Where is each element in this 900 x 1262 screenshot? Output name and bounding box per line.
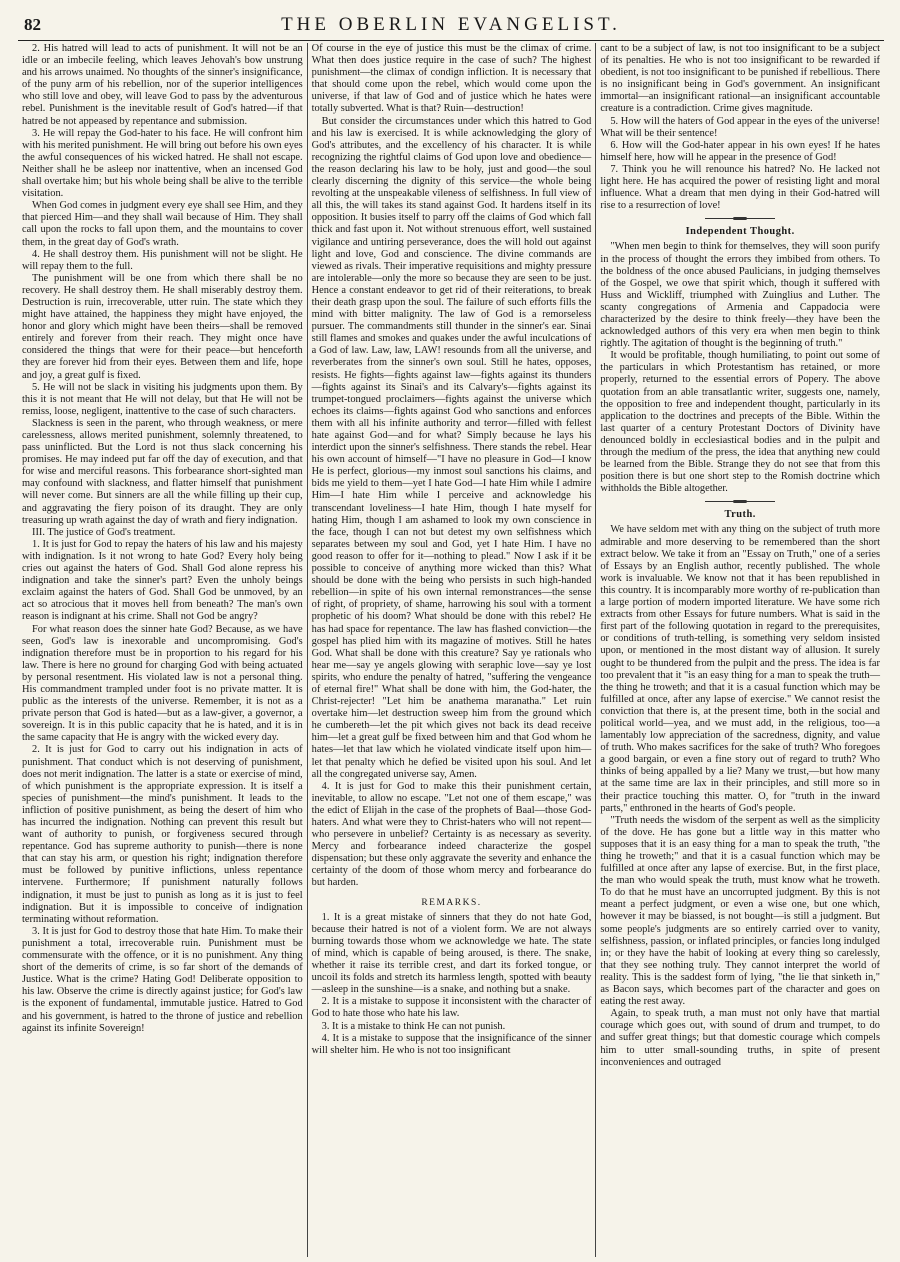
page-header	[18, 6, 884, 36]
paragraph: "Truth needs the wisdom of the serpent as well as the simplicity of the dove. He has gone but a little way in this matter who supposes that it is an easy thing for a man to speak the truth, "the thing he troweth;" and that it is a casual function which may be fulfilled at once after any lapse of exercise. But, in the first place, the man who would speak the truth, must know what he troweth. To do that he must have an uncorrupted judgment. By this is not meant a perfect judgment, or even a wise one, but one which, however it may be biassed, is not bought—is still a judgment. But some people's judgments are so entirely carried over to vanity, selfishness, passion, or inflated principles, or fancies long indulged in; or they have the habit of looking at every thing so carelessly, that they see nothing truly. They cannot interpret the world of reality. This is the saddest form of lying, "the lie that sinketh in," as Bacon says, which becomes part of the character and goes on eating the rest away.	[600, 814, 880, 1008]
remarks-heading: REMARKS.	[421, 897, 482, 908]
section-heading: III. The justice of God's treatment.	[32, 526, 176, 538]
remark: 4. It is a mistake to suppose that the insignificance of the sinner will shelter him. He who is not too insignificant	[311, 1032, 592, 1056]
column-3	[595, 43, 884, 1257]
remark: 1. It is a great mistake of sinners that they do not hate God, because their hatred is not of a violent form. We are not always burning towards those whom we acknowledge we hate. The state of mind, which is capable of being aroused, is there. The snake, whether it raise its terrible crest, and dart its forked tongue, or uncoil its folds and stretch its harmless length, spotted with beauty—asleep in the sunshine—is a snake, and nothing but a snake.	[311, 911, 592, 996]
paragraph: 3. It is just for God to destroy those that hate Him. To make their punishment a total, irrecoverable ruin. Punishment must be commensurate with the offence, or it is no punishment. Any thing short of the demerits of crime, is so far short of the demands of Justice. What is the crime? Hating God! Deliberate opposition to his law. Observe the crime is directly against justice; for God's law is the exponent of fundamental, immutable justice. Hatred to God and his government, is hatred to the throne of justice and rebellion against its infinite Sovereign!	[22, 925, 303, 1034]
column-1	[18, 43, 307, 1257]
paragraph: 6. How will the God-hater appear in his own eyes! If he hates himself here, how will he appear in the presence of God!	[600, 139, 880, 163]
article-title-independent-thought: Independent Thought.	[685, 226, 795, 238]
paragraph: 1. It is just for God to repay the haters of his law and his majesty with indignation. Is it not wrong to hate God? Every holy being cries out against the haters of God. Shall God alone repress his indignation and take the sinner's part? Even the unholy beings exclaim against the haters of God. Shall God be unmoved, by an act so atrocious that it moves hell from beneath? The man's own reason is indignant at his crime. Shall not God be angry?	[22, 538, 303, 623]
paragraph: It would be profitable, though humiliating, to point out some of the particulars in which Protestantism has retained, or more properly, returned to the essential errors of Popery. The above quotation from an able transatlantic writer, suggests one, namely, the opposition to free and independent thought, particularly in its application to the doctrines and precepts of the Bible. Within the last quarter of a century Protestant Doctors of Divinity have denounced boldly in ecclesiastical bodies and in the pulpit and through the medium of the press, the idea that anything new could be learned from the Bible. Strange they do not see that from this position there is but one short step to the Romish doctrine which withholds the Bible altogether.	[600, 350, 880, 495]
paragraph: 4. It is just for God to make this their punishment certain, inevitable, to allow no escape. "Let not one of them escape," was the edict of Elijah in the case of the prophets of Baal—those God-haters. And what were they to Christ-haters who will not repent—who persevere in unbelief? Certainty is as necessary as severity. Mercy and forbearance indeed characterize the gospel dispensation; but these only aggravate the severity and enhance the certainty of the doom of those whom mercy and forbearance do but harden.	[311, 780, 592, 889]
paragraph: Slackness is seen in the parent, who through weakness, or mere carelessness, allows merited punishment, solemnly threatened, to pass uninflicted. But the Lord is not thus slack concerning his promises. He may indeed put far off the day of execution, and that for wise and merciful reasons. This forbearance short-sighted man may confound with slackness, and flatter himself that punishment will never come. But sinners are all the while filling up their cup, and aggravating the fiery poison of its draught. They are only treasuring up wrath against the day of wrath and fiery indignation.	[22, 417, 303, 526]
paragraph: 2. It is just for God to carry out his indignation in acts of punishment. That conduct which is not deserving of punishment, does not merit indignation. The latter is a state or exercise of mind, of which punishment is the appropriate expression. It is itself a species of punishment—the mind's punishment. It leads to the infliction of positive punishment, as being the desert of him who has incurred the indignation. Nothing can prevent this result but want of authority to punish, or forgiveness secured through repentance. God has supreme authority to punish—there is none that can stay his arm, or question his right; indignation therefore must be followed by punitive inflictions, unless repentance intervene. Furthermore; If punishment naturally follows indignation, it must be just to punish as long as it is just to feel indignation. But it is impossible to conceive of indignation terminating without reformation.	[22, 744, 303, 925]
paragraph: We have seldom met with any thing on the subject of truth more admirable and more deserving to be remembered than the short extract below. We take it from an "Essay on Truth," one of a series of Essays by an English author, recently published. The whole work is invaluable. We know not that it has been republished in this country. It is incomparably more worthy of re-publication than a large portion of modern imported literature. We have some rich extracts from other Essays for future numbers. What is said in the first part of the following quotation in regard to the prerequisites, or conditions of truth-telling, is something very seldom insisted upon, or mentioned in the most distant way of allusion. It surely ought to be thundered from the pulpit and the press. The idea is far too prevalent that it "is an easy thing for a man to speak the truth—the thing he troweth; and that it is a casual function which may be fulfilled at once, after any lapse of exercise." We cannot resist the conviction that there is, at the present time, both in the social and political world—yea, and we must add, in the religious, too—a lamentably low appreciation of the sacredness, dignity, and value of truth. Who makes sacrifices for the sake of truth? Who foregoes a good bargain, or even a fine story out of regard to truth? Who thinks of being appalled by a lie? Many we trust,—but how many at the same time are lax in their principles, and still more so in their practice touching this matter. O, for "truth in the inward parts," enthroned in the hearts of God's people.	[600, 524, 880, 814]
article-title-truth: Truth.	[724, 509, 756, 521]
paragraph: Again, to speak truth, a man must not only have that martial courage which goes out, with sound of drum and trumpet, to do and suffer great things; but that domestic courage which compels him to utter small-sounding truths, in spite of present inconveniences and outraged	[600, 1008, 880, 1068]
page-number: 82	[24, 15, 41, 34]
header-rule	[18, 40, 884, 41]
column-2	[307, 43, 596, 1257]
columns	[18, 43, 884, 1257]
paragraph: cant to be a subject of law, is not too insignificant to be a subject of its penalties. He who is not too insignificant to be rewarded if obedient, is not too insignificant to be punished if rebellious. There is no insignificant being in God's government. An insignificant immortal—an insignificant rational—an insignificant accountable creature is a contradiction. Crime gives magnitude.	[600, 43, 880, 115]
section-divider	[705, 218, 775, 219]
section-divider	[705, 501, 775, 502]
paragraph: "When men begin to think for themselves, they will soon purify in the process of thought the errors they imbibed from others. To the boldness of the once abused Paulicians, in judging themselves of the Gospel, we owe that spirit which, though it suffered with Huss and Wickliff, triumphed with Zuinglius and Luther. The scanty congregations of Armenia and Cappadocia were characterized by the desire to think freely—they have been the acknowledged authors of this very era when men begin to think rightly. The agitation of thought is the beginning of truth."	[600, 241, 880, 350]
paragraph: But consider the circumstances under which this hatred to God and his law is exercised. It is while acknowledging the glory of God's attributes, and the excellency of his character. It is while recognizing the rightful claims of God upon love and obedience—the reason declaring his law to be holy, just and good—the soul clearly discerning the dignity of this service—the whole being revolting at the unspeakable vileness of selfishness. In full view of all this, the will takes its stand against God. It hardens itself in its opposition. It busies itself to parry off the claims of God which fall thick and fast upon it. Not without strenuous effort, well sustained vigilance and untiring perseverance, does the will hold out against light and love, God and conscience. The divine commands are viewed as rivals. Their imperative requisitions and mighty pressure are intolerable—only the more so because they are seen to be just. Hence a constant endeavor to get rid of their reiterations, to break their death grasp upon the soul. The failure of such efforts fills the mind with bitter malignity. The law of God is a remorseless pursuer. The commandments still thunder in the sinner's ear. Sinai still flames and smokes and quakes under the awful inculcations of a God of law. Law, law, LAW! resounds from all the universe, and reverberates from the sinner's own soul. Still he hates, opposes, resists. He fights—fights against law—fights against its thunders—fights against its Sinai's and its Calvary's—fights against its trumpet-tongued proclaimers—fights against the universe which echoes its claims—fights against God who sanctions and enforces them with all his infinite authority and terror—filled with fellest hate against God—and for what? Simply because he lays his interdict upon the sinner's selfishness. There stands the rebel. Hear his own account of himself—"I have no pleasure in God—I know He is perfect, glorious—my inmost soul sanctions his claims, and bids me yield to them—yet I hate God—I hate Him while I admire Him—I hate Him while I perceive and acknowledge his transcendant loveliness—I hate Him, though I hate myself for hating Him, though I am ashamed to look my own conscience in the face, though I can not but detest my own selfishness which separates between my soul and God, yet I hate Him. I have no good reason to offer for it—nothing to plead." Now I ask if it be possible to conceive of anything more wicked than this? What should be done with the being who persists in such high-handed rebellion—in spite of his own internal remonstrances—the sense of right, of propriety, of shame, harrowing his soul with a torment prophetic of his doom? What should be done with this rebel? He has had space for repentance. The law has flashed conviction—the gospel has plied him with its magazine of motives. Still he hates God. What shall be done with this creature? Say ye rationals who hear me—say ye angels glowing with seraphic love—say ye lost spirits, who endure the penalty of hatred, "suffering the vengeance of eternal fire!" What shall be done with him, the God-hater, the Christ-rejecter! "Let him be anathema maranatha." Let ruin overtake him—let destruction sweep him from the ground which he cumbereth—let the pit which gives not back its dead receive him—let a great gulf be fixed between him and that God whom he hates—let that law which he violated vindicate itself upon him—let that penalty which he defied be visited upon his soul. And let all the congregated universe say, Amen.	[311, 115, 592, 780]
paragraph: 7. Think you he will renounce his hatred? No. He lacked not light here. He has acquired the power of resisting light and moral influence. What a dream that men dying in their God-hatred will rise to a resurrection of love!	[600, 163, 880, 212]
paragraph: 3. He will repay the God-hater to his face. He will confront him with his merited punishment. He will bring out before his own eyes the awful consequences of his wicked hatred. He shall not escape. Neither shall he be asleep nor inattentive, when an incensed God shall overtake him; but his whole being shall be alive to the terrible visitation.	[22, 127, 303, 200]
paragraph: Of course in the eye of justice this must be the climax of crime. What then does justice require in the case of such? The highest punishment—the climax of condign infliction. It is necessary that that should come upon the rebel, which would come upon the universe, if that law of God and of justice which he hates were totally subverted. What is that? Ruin—destruction!	[311, 43, 592, 115]
paragraph: 5. How will the haters of God appear in the eyes of the universe! What will be their sentence!	[600, 115, 880, 139]
paragraph: 5. He will not be slack in visiting his judgments upon them. By this it is not meant that He will not delay, but that He will not be remiss, loose, negligent, inattentive to the case of such characters.	[22, 381, 303, 417]
paragraph: 2. His hatred will lead to acts of punishment. It will not be an idle or an imbecile feeling, which leaves Jehovah's bow unstrung and his arrows unaimed. No thoughts of the sinner's insignificance, of the puny arm of his rebellion, nor of the superior intelligences who still love and obey, will leave God to pass by the adventurous rebel. Punishment is the inevitable result of God's hatred—if that hatred be not appeased by repentance and submission.	[22, 43, 303, 127]
paragraph: When God comes in judgment every eye shall see Him, and they that pierced Him—and they shall wail because of Him. They shall call upon the rocks to fall upon them, and the mountains to cover them, in the great day of God's wrath.	[22, 200, 303, 248]
remark: 3. It is a mistake to think He can not punish.	[321, 1020, 506, 1032]
remark: 2. It is a mistake to suppose it inconsistent with the character of God to hate those who hate his law.	[311, 996, 592, 1020]
paragraph: For what reason does the sinner hate God? Because, as we have seen, God's law is inexorable and uncompromising. God's indignation therefore must be in proportion to his regard for his law. There is here no ground for charging God with being actuated by personal resentment. His violated law is not a personal thing. His commandment trampled under foot is no private matter. It is public as the interests of the universe. Remember, it is not as a private person that God is hated—but as a law-giver, a governor, a sovereign. It is in this public capacity that he is hated, and it is in the same capacity that He is angry with the wicked every day.	[22, 623, 303, 744]
paragraph: 4. He shall destroy them. His punishment will not be slight. He will repay them to the full.	[22, 248, 303, 272]
masthead-title: THE OBERLIN EVANGELIST.	[281, 14, 621, 35]
paragraph: The punishment will be one from which there shall be no recovery. He shall destroy them. He shall miserably destroy them. Destruction is ruin, irrecoverable, utter ruin. The state which they might have attained, the happiness they might have enjoyed, the honor and glory which might have been theirs—shall be removed entirely and forever from their reach. They might once have considered the things that were for their peace—but henceforth they are forever hid from their eyes. Between them and life, hope and joy, a great gulf is fixed.	[22, 272, 303, 381]
